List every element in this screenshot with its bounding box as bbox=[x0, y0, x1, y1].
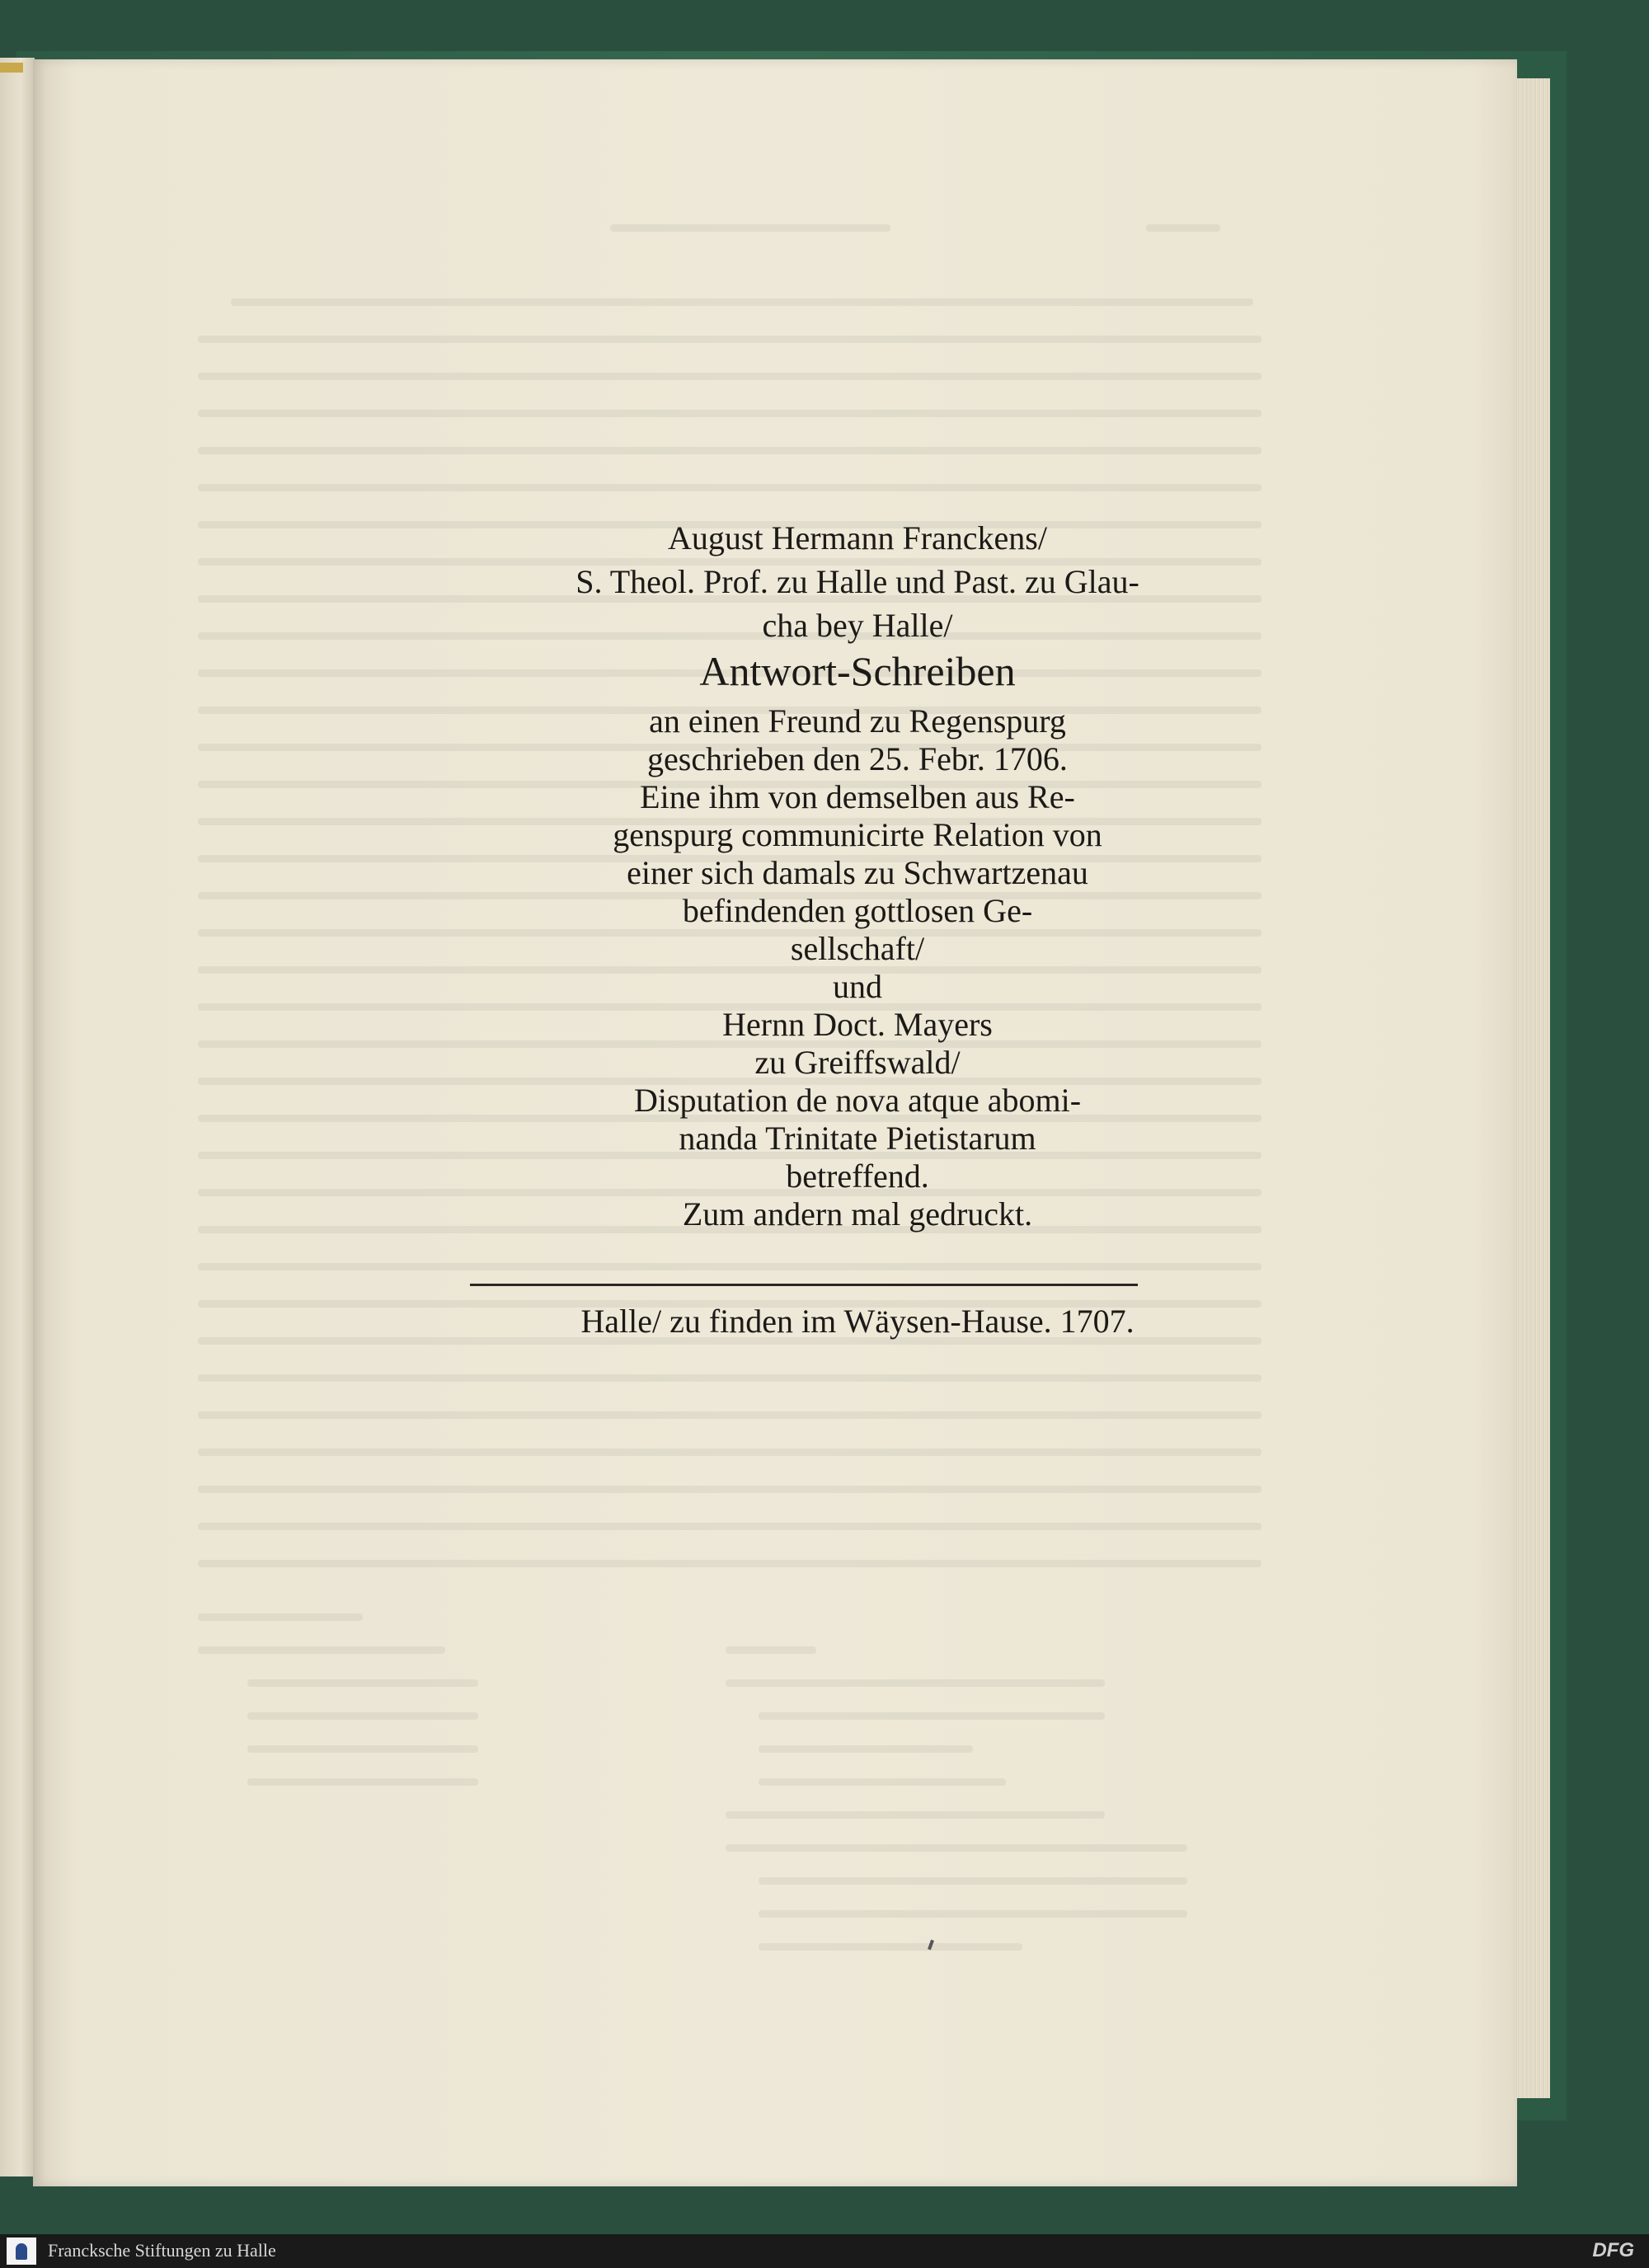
imprint: Halle/ zu finden im Wäysen-Hause. 1707. bbox=[580, 1303, 1135, 1340]
horizontal-rule bbox=[470, 1284, 1138, 1286]
title-line: cha bey Halle/ bbox=[762, 607, 953, 644]
title-line: genspurg communicirte Relation von bbox=[613, 816, 1102, 853]
title-line: Zum andern mal gedruckt. bbox=[682, 1195, 1033, 1233]
previous-page-edge bbox=[0, 58, 35, 2176]
title-line: geschrieben den 25. Febr. 1706. bbox=[647, 740, 1068, 777]
title-line: einer sich damals zu Schwartzenau bbox=[627, 854, 1088, 891]
institution-name: Francksche Stiftungen zu Halle bbox=[48, 2240, 276, 2261]
title-line: Disputation de nova atque abomi- bbox=[633, 1082, 1082, 1119]
book-page bbox=[33, 59, 1517, 2186]
title-line: zu Greiffswald/ bbox=[754, 1044, 961, 1081]
title-line: und bbox=[833, 968, 882, 1005]
title-line: an einen Freund zu Regenspurg bbox=[649, 702, 1066, 740]
institution-logo-icon bbox=[7, 2237, 36, 2265]
title-line: befindenden gottlosen Ge- bbox=[682, 892, 1033, 929]
title-line: nanda Trinitate Pietistarum bbox=[679, 1120, 1036, 1157]
work-title: Antwort-Schreiben bbox=[699, 648, 1016, 694]
title-line: Eine ihm von demselben aus Re- bbox=[640, 778, 1075, 815]
dfg-logo: DFG bbox=[1592, 2239, 1634, 2261]
gilt-edge bbox=[0, 63, 23, 73]
page-edges bbox=[1513, 78, 1550, 2098]
title-line: sellschaft/ bbox=[790, 930, 925, 967]
viewer-footer bbox=[0, 2234, 1649, 2268]
title-line: S. Theol. Prof. zu Halle und Past. zu Glau- bbox=[576, 563, 1139, 600]
title-line: Hernn Doct. Mayers bbox=[722, 1006, 993, 1043]
title-line: betreffend. bbox=[786, 1157, 929, 1195]
title-line: August Hermann Franckens/ bbox=[668, 519, 1047, 556]
